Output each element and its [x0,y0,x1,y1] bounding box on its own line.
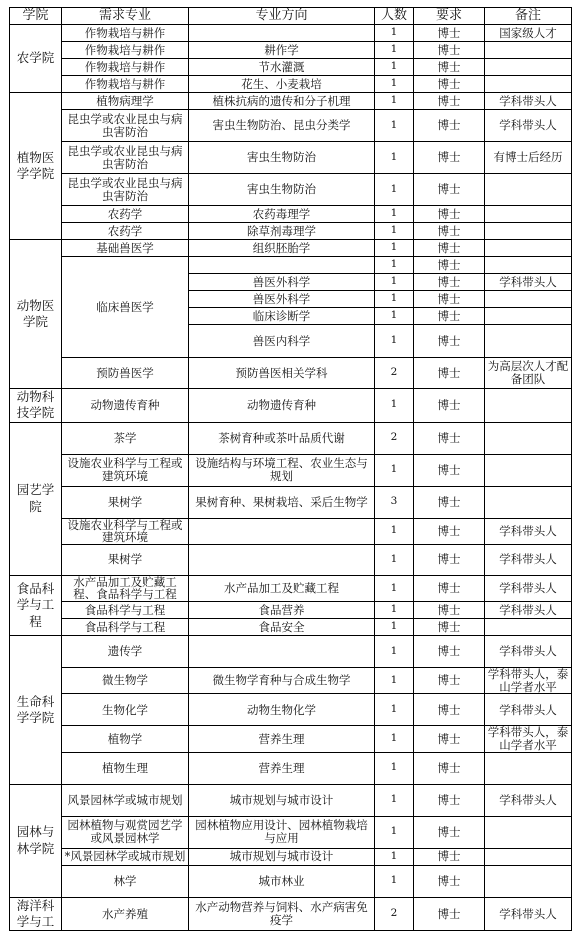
requirement-cell: 博士 [414,25,485,42]
note-cell [485,454,572,486]
major-cell: 林学 [62,865,189,897]
recruitment-table [9,7,572,931]
major-cell: 果树学 [62,486,189,518]
direction-cell: 花生、小麦栽培 [189,76,375,93]
requirement-cell: 博士 [414,544,485,575]
major-cell: 园林植物与观赏园艺学或风景园林学 [62,816,189,848]
note-cell: 学科带头人 [485,694,572,726]
school-cell: 园艺学院 [10,422,62,575]
requirement-cell: 博士 [414,291,485,308]
table-row [10,110,572,142]
major-cell: 生物化学 [62,694,189,726]
major-cell: 昆虫学或农业昆虫与病虫害防治 [62,174,189,206]
count-cell: 1 [375,848,414,865]
table-row [10,726,572,752]
table-row [10,784,572,816]
count-cell: 1 [375,389,414,423]
note-cell: 学科带头人 [485,544,572,575]
table-row [10,544,572,575]
requirement-cell: 博士 [414,897,485,931]
requirement-cell: 博士 [414,42,485,59]
major-cell: 昆虫学或农业昆虫与病虫害防治 [62,142,189,174]
requirement-cell: 博士 [414,636,485,668]
table-row [10,257,572,274]
note-cell: 学科带头人 [485,784,572,816]
count-cell: 1 [375,865,414,897]
table-row [10,174,572,206]
count-cell: 1 [375,325,414,358]
count-cell: 1 [375,575,414,601]
direction-cell [189,518,375,544]
requirement-cell: 博士 [414,816,485,848]
note-cell [485,389,572,423]
count-cell: 1 [375,76,414,93]
school-cell: 食品科学与工程 [10,575,62,635]
note-cell: 学科带头人 [485,110,572,142]
school-cell: 植物医学学院 [10,93,62,240]
count-cell: 1 [375,636,414,668]
note-cell [485,486,572,518]
note-cell: 学科带头人，泰山学者水平 [485,726,572,752]
count-cell: 1 [375,454,414,486]
direction-cell [189,544,375,575]
major-cell: 作物栽培与耕作 [62,42,189,59]
requirement-cell: 博士 [414,575,485,601]
requirement-cell: 博士 [414,752,485,784]
major-cell: 微生物学 [62,668,189,694]
note-cell [485,257,572,274]
requirement-cell: 博士 [414,110,485,142]
count-cell: 1 [375,223,414,240]
note-cell [485,422,572,454]
direction-cell: 水产品加工及贮藏工程 [189,575,375,601]
direction-cell: 兽医外科学 [189,274,375,291]
school-cell: 农学院 [10,25,62,93]
major-cell: 作物栽培与耕作 [62,25,189,42]
requirement-cell: 博士 [414,865,485,897]
requirement-cell: 博士 [414,240,485,257]
note-cell: 学科带头人 [485,274,572,291]
note-cell [485,325,572,358]
requirement-cell: 博士 [414,848,485,865]
table-row [10,486,572,518]
requirement-cell: 博士 [414,174,485,206]
count-cell: 3 [375,486,414,518]
major-cell: 预防兽医学 [62,358,189,389]
major-cell: 动物遗传育种 [62,389,189,423]
note-cell: 学科带头人，泰山学者水平 [485,668,572,694]
table-row [10,518,572,544]
count-cell: 1 [375,93,414,110]
requirement-cell: 博士 [414,784,485,816]
requirement-cell: 博士 [414,668,485,694]
count-cell: 2 [375,422,414,454]
document-page [9,7,571,929]
direction-cell [189,636,375,668]
requirement-cell: 博士 [414,358,485,389]
note-cell: 学科带头人 [485,93,572,110]
count-cell: 1 [375,240,414,257]
note-cell: 学科带头人 [485,575,572,601]
major-cell: 设施农业科学与工程或建筑环境 [62,454,189,486]
count-cell: 1 [375,291,414,308]
direction-cell [189,25,375,42]
note-cell [485,76,572,93]
requirement-cell: 博士 [414,206,485,223]
major-cell: 水产养殖 [62,897,189,931]
direction-cell: 预防兽医相关学科 [189,358,375,389]
note-cell [485,240,572,257]
header-cell-major: 需求专业 [62,8,189,25]
table-row [10,848,572,865]
note-cell [485,174,572,206]
note-cell: 国家级人才 [485,25,572,42]
count-cell: 1 [375,752,414,784]
requirement-cell: 博士 [414,602,485,619]
table-row [10,389,572,423]
direction-cell: 节水灌溉 [189,59,375,76]
table-row [10,25,572,42]
table-row [10,694,572,726]
direction-cell: 除草剂毒理学 [189,223,375,240]
direction-cell: 城市林业 [189,865,375,897]
header-cell-requirement: 要求 [414,8,485,25]
requirement-cell: 博士 [414,486,485,518]
direction-cell: 害虫生物防治 [189,142,375,174]
count-cell: 1 [375,110,414,142]
table-row [10,865,572,897]
table-row [10,240,572,257]
header-row [10,8,572,25]
note-cell [485,59,572,76]
requirement-cell: 博士 [414,454,485,486]
table-row [10,636,572,668]
direction-cell: 农药毒理学 [189,206,375,223]
count-cell: 1 [375,174,414,206]
count-cell: 1 [375,257,414,274]
count-cell: 1 [375,59,414,76]
note-cell [485,865,572,897]
note-cell: 学科带头人 [485,636,572,668]
direction-cell: 营养生理 [189,752,375,784]
major-cell: 基础兽医学 [62,240,189,257]
direction-cell: 害虫生物防治、昆虫分类学 [189,110,375,142]
count-cell: 1 [375,619,414,636]
note-cell [485,619,572,636]
count-cell: 1 [375,274,414,291]
direction-cell: 微生物学育种与合成生物学 [189,668,375,694]
major-cell: 作物栽培与耕作 [62,76,189,93]
major-cell: *风景园林学或城市规划 [62,848,189,865]
requirement-cell: 博士 [414,76,485,93]
count-cell: 1 [375,694,414,726]
school-cell: 动物科技学院 [10,389,62,423]
count-cell: 1 [375,816,414,848]
header-cell-note: 备注 [485,8,572,25]
requirement-cell: 博士 [414,274,485,291]
note-cell: 学科带头人 [485,518,572,544]
count-cell: 2 [375,897,414,931]
table-row [10,752,572,784]
major-cell: 设施农业科学与工程或建筑环境 [62,518,189,544]
table-row [10,142,572,174]
school-cell: 动物医学院 [10,240,62,389]
direction-cell: 食品安全 [189,619,375,636]
table-row [10,602,572,619]
major-cell: 风景园林学或城市规划 [62,784,189,816]
header-cell-direction: 专业方向 [189,8,375,25]
direction-cell: 水产动物营养与饲料、水产病害免疫学 [189,897,375,931]
count-cell: 1 [375,308,414,325]
table-row [10,93,572,110]
direction-cell: 城市规划与城市设计 [189,784,375,816]
count-cell: 1 [375,668,414,694]
requirement-cell: 博士 [414,308,485,325]
count-cell: 1 [375,25,414,42]
school-cell: 园林与林学院 [10,784,62,897]
school-cell: 生命科学学院 [10,636,62,785]
note-cell: 学科带头人 [485,897,572,931]
major-cell: 临床兽医学 [62,257,189,358]
requirement-cell: 博士 [414,142,485,174]
table-row [10,619,572,636]
direction-cell: 设施结构与环境工程、农业生态与规划 [189,454,375,486]
major-cell: 作物栽培与耕作 [62,59,189,76]
table-row [10,575,572,601]
note-cell: 有博士后经历 [485,142,572,174]
major-cell: 昆虫学或农业昆虫与病虫害防治 [62,110,189,142]
note-cell [485,752,572,784]
count-cell: 1 [375,142,414,174]
requirement-cell: 博士 [414,325,485,358]
header-cell-school: 学院 [10,8,62,25]
major-cell: 植物生理 [62,752,189,784]
major-cell: 植物病理学 [62,93,189,110]
direction-cell: 动物遗传育种 [189,389,375,423]
major-cell: 植物学 [62,726,189,752]
direction-cell: 食品营养 [189,602,375,619]
direction-cell: 害虫生物防治 [189,174,375,206]
table-row [10,76,572,93]
note-cell [485,308,572,325]
count-cell: 1 [375,544,414,575]
table-row [10,42,572,59]
table-row [10,816,572,848]
table-row [10,206,572,223]
requirement-cell: 博士 [414,619,485,636]
table-row [10,668,572,694]
table-row [10,897,572,931]
count-cell: 1 [375,206,414,223]
count-cell: 1 [375,726,414,752]
direction-cell: 组织胚胎学 [189,240,375,257]
note-cell: 为高层次人才配备团队 [485,358,572,389]
major-cell: 水产品加工及贮藏工程、食品科学与工程 [62,575,189,601]
direction-cell: 营养生理 [189,726,375,752]
requirement-cell: 博士 [414,223,485,240]
requirement-cell: 博士 [414,59,485,76]
school-cell: 海洋科学与工 [10,897,62,931]
note-cell [485,223,572,240]
table-row [10,422,572,454]
direction-cell: 兽医内科学 [189,325,375,358]
requirement-cell: 博士 [414,694,485,726]
count-cell: 1 [375,42,414,59]
direction-cell: 临床诊断学 [189,308,375,325]
note-cell [485,42,572,59]
note-cell [485,848,572,865]
count-cell: 1 [375,518,414,544]
major-cell: 食品科学与工程 [62,602,189,619]
table-row [10,59,572,76]
major-cell: 茶学 [62,422,189,454]
direction-cell: 园林植物应用设计、园林植物栽培与应用 [189,816,375,848]
note-cell [485,206,572,223]
requirement-cell: 博士 [414,389,485,423]
major-cell: 农药学 [62,223,189,240]
direction-cell [189,257,375,274]
header-cell-count: 人数 [375,8,414,25]
direction-cell: 城市规划与城市设计 [189,848,375,865]
count-cell: 2 [375,358,414,389]
requirement-cell: 博士 [414,422,485,454]
note-cell: 学科带头人 [485,602,572,619]
direction-cell: 动物生物化学 [189,694,375,726]
direction-cell: 兽医外科学 [189,291,375,308]
table-row [10,454,572,486]
major-cell: 遗传学 [62,636,189,668]
requirement-cell: 博士 [414,257,485,274]
major-cell: 果树学 [62,544,189,575]
direction-cell: 茶树育种或茶叶品质代谢 [189,422,375,454]
table-row [10,358,572,389]
count-cell: 1 [375,602,414,619]
direction-cell: 果树育种、果树栽培、采后生物学 [189,486,375,518]
requirement-cell: 博士 [414,518,485,544]
direction-cell: 植株抗病的遗传和分子机理 [189,93,375,110]
table-body [10,25,572,931]
direction-cell: 耕作学 [189,42,375,59]
table-row [10,223,572,240]
requirement-cell: 博士 [414,93,485,110]
major-cell: 农药学 [62,206,189,223]
count-cell: 1 [375,784,414,816]
note-cell [485,291,572,308]
requirement-cell: 博士 [414,726,485,752]
major-cell: 食品科学与工程 [62,619,189,636]
note-cell [485,816,572,848]
